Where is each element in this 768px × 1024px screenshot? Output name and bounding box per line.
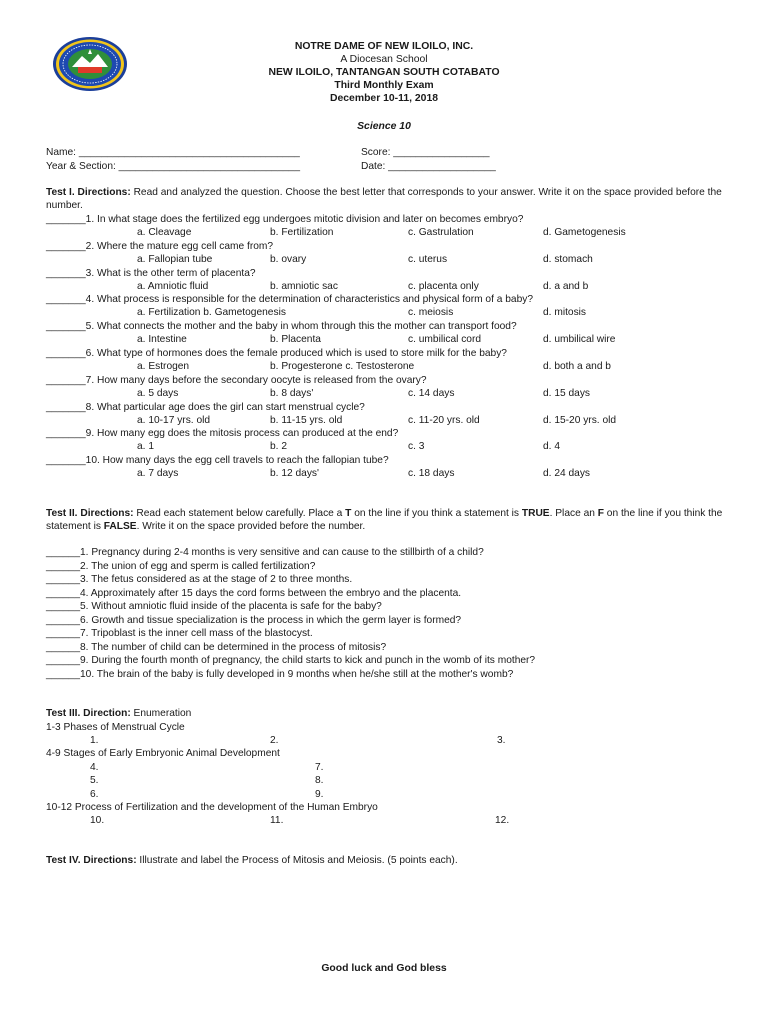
question-9-option-a: a. 1 [137,441,154,452]
question-1[interactable]: _______1. In what stage does the fertilized egg undergoes mitotic division and later on becomes embryo? [46,214,524,225]
question-7-option-b: b. 8 days' [270,388,314,399]
question-7-option-c: c. 14 days [408,388,455,399]
enum-item-8[interactable]: 8. [315,775,324,786]
question-10-option-d: d. 24 days [543,468,591,479]
test3-group3-label: 10-12 Process of Fertilization and the development of the Human Embryo [46,802,378,813]
question-1-option-a: a. Cleavage [137,227,192,238]
school-name: NOTRE DAME OF NEW ILOILO, INC. [294,41,474,52]
test3-title: Test III. Direction: [46,708,131,719]
name-field[interactable]: Name: _______________________________________ [46,147,300,158]
true-false-item-4[interactable]: ______4. Approximately after 15 days the cord forms between the embryo and the placenta. [46,588,462,599]
true-false-item-3[interactable]: ______3. The fetus considered as at the stage of 2 to three months. [46,574,353,585]
enum-item-2[interactable]: 2. [270,735,279,746]
test1-directions [46,186,726,213]
question-8-option-b: b. 11-15 yrs. old [270,415,343,426]
test4-title: Test IV. Directions: [46,855,137,866]
test4-directions: Test IV. Directions: Illustrate and label the Process of Mitosis and Meiosis. (5 points each). [46,855,458,866]
test3-directions: Test III. Direction: Enumeration [46,708,192,719]
question-7-option-a: a. 5 days [137,388,179,399]
question-1-option-c: c. Gastrulation [408,227,474,238]
enum-item-1[interactable]: 1. [90,735,99,746]
enum-item-7[interactable]: 7. [315,762,324,773]
true-false-item-7[interactable]: ______7. Tripoblast is the inner cell mass of the blastocyst. [46,628,313,639]
question-9-option-c: c. 3 [408,441,425,452]
question-5-option-d: d. umbilical wire [543,334,616,345]
question-3[interactable]: _______3. What is the other term of placenta? [46,268,256,279]
question-6-option-d: d. both a and b [543,361,611,372]
question-5-option-c: c. umbilical cord [408,334,482,345]
school-address: NEW ILOILO, TANTANGAN SOUTH COTABATO [268,67,500,78]
enum-item-12[interactable]: 12. [495,815,510,826]
true-false-item-1[interactable]: ______1. Pregnancy during 2-4 months is very sensitive and can cause to the stillbirth of a child? [46,547,484,558]
enum-item-3[interactable]: 3. [497,735,506,746]
enum-item-6[interactable]: 6. [90,789,99,800]
question-10-option-c: c. 18 days [408,468,455,479]
enum-item-4[interactable]: 4. [90,762,99,773]
section-field[interactable]: Year & Section: ________________________________ [46,161,300,172]
test2-title: Test II. Directions: [46,508,134,519]
question-6-option-b: b. Progesterone c. Testosterone [270,361,415,372]
enum-item-10[interactable]: 10. [90,815,105,826]
question-8-option-c: c. 11-20 yrs. old [408,415,480,426]
true-false-item-6[interactable]: ______6. Growth and tissue specialization is the process in which the germ layer is formed? [46,615,462,626]
question-9[interactable]: _______9. How many egg does the mitosis process can produced at the end? [46,428,399,439]
school-type: A Diocesan School [340,54,428,65]
question-2-option-d: d. stomach [543,254,593,265]
question-7-option-d: d. 15 days [543,388,591,399]
score-field[interactable]: Score: _________________ [361,147,490,158]
question-9-option-b: b. 2 [270,441,287,452]
question-10[interactable]: _______10. How many days the egg cell travels to reach the fallopian tube? [46,455,389,466]
test3-group2-label: 4-9 Stages of Early Embryonic Animal Development [46,748,280,759]
question-10-option-b: b. 12 days' [270,468,319,479]
question-3-option-a: a. Amniotic fluid [137,281,209,292]
test1-directions-text: Read and analyzed the question. Choose the best letter that corresponds to your answer. Write it on the space provided before the number. [46,187,722,212]
question-4[interactable]: _______4. What process is responsible for the determination of characteristics and physical form of a baby? [46,294,533,305]
question-10-option-a: a. 7 days [137,468,179,479]
question-5[interactable]: _______5. What connects the mother and the baby in whom through this the mother can transport food? [46,321,517,332]
test1-title: Test I. Directions: [46,187,131,198]
test3-group1-label: 1-3 Phases of Menstrual Cycle [46,722,185,733]
question-8-option-a: a. 10-17 yrs. old [137,415,211,426]
question-1-option-d: d. Gametogenesis [543,227,626,238]
question-2-option-c: c. uterus [408,254,448,265]
closing-message: Good luck and God bless [321,963,447,974]
question-4-option-d: d. mitosis [543,307,587,318]
enum-item-11[interactable]: 11. [270,815,284,826]
true-false-item-8[interactable]: ______8. The number of child can be determined in the process of mitosis? [46,642,387,653]
exam-name: Third Monthly Exam [334,80,434,91]
question-7[interactable]: _______7. How many days before the secondary oocyte is released from the ovary? [46,375,427,386]
true-false-item-2[interactable]: ______2. The union of egg and sperm is called fertilization? [46,561,316,572]
question-6[interactable]: _______6. What type of hormones does the female produced which is used to store milk for the baby? [46,348,507,359]
question-8-option-d: d. 15-20 yrs. old [543,415,617,426]
question-6-option-a: a. Estrogen [137,361,190,372]
question-3-option-b: b. amniotic sac [270,281,338,292]
question-1-option-b: b. Fertilization [270,227,334,238]
question-8[interactable]: _______8. What particular age does the girl can start menstrual cycle? [46,402,365,413]
test2-directions: Test II. Directions: Read each statement below carefully. Place a T on the line if you think a statement is TRUE. Place an F on the line if you think the statement is FALSE. Write it on the space provided before the number. [46,508,723,533]
question-4-option-a: a. Fertilization b. Gametogenesis [137,307,286,318]
enum-item-9[interactable]: 9. [315,789,324,800]
true-false-item-5[interactable]: ______5. Without amniotic fluid inside of the placenta is safe for the baby? [46,601,382,612]
true-false-item-10[interactable]: ______10. The brain of the baby is fully developed in 9 months when he/she still at the mother's womb? [46,669,514,680]
question-3-option-c: c. placenta only [408,281,479,292]
question-4-option-c: c. meiosis [408,307,454,318]
question-2[interactable]: _______2. Where the mature egg cell came from? [46,241,274,252]
exam-date: December 10-11, 2018 [329,93,439,104]
enum-item-5[interactable]: 5. [90,775,99,786]
question-2-option-a: a. Fallopian tube [137,254,213,265]
question-9-option-d: d. 4 [543,441,560,452]
true-false-item-9[interactable]: ______9. During the fourth month of pregnancy, the child starts to kick and punch in the womb of its mother? [46,655,536,666]
date-field[interactable]: Date: ___________________ [361,161,496,172]
question-3-option-d: d. a and b [543,281,589,292]
question-5-option-b: b. Placenta [270,334,321,345]
question-5-option-a: a. Intestine [137,334,187,345]
subject-title: Science 10 [357,121,411,132]
question-2-option-b: b. ovary [270,254,307,265]
